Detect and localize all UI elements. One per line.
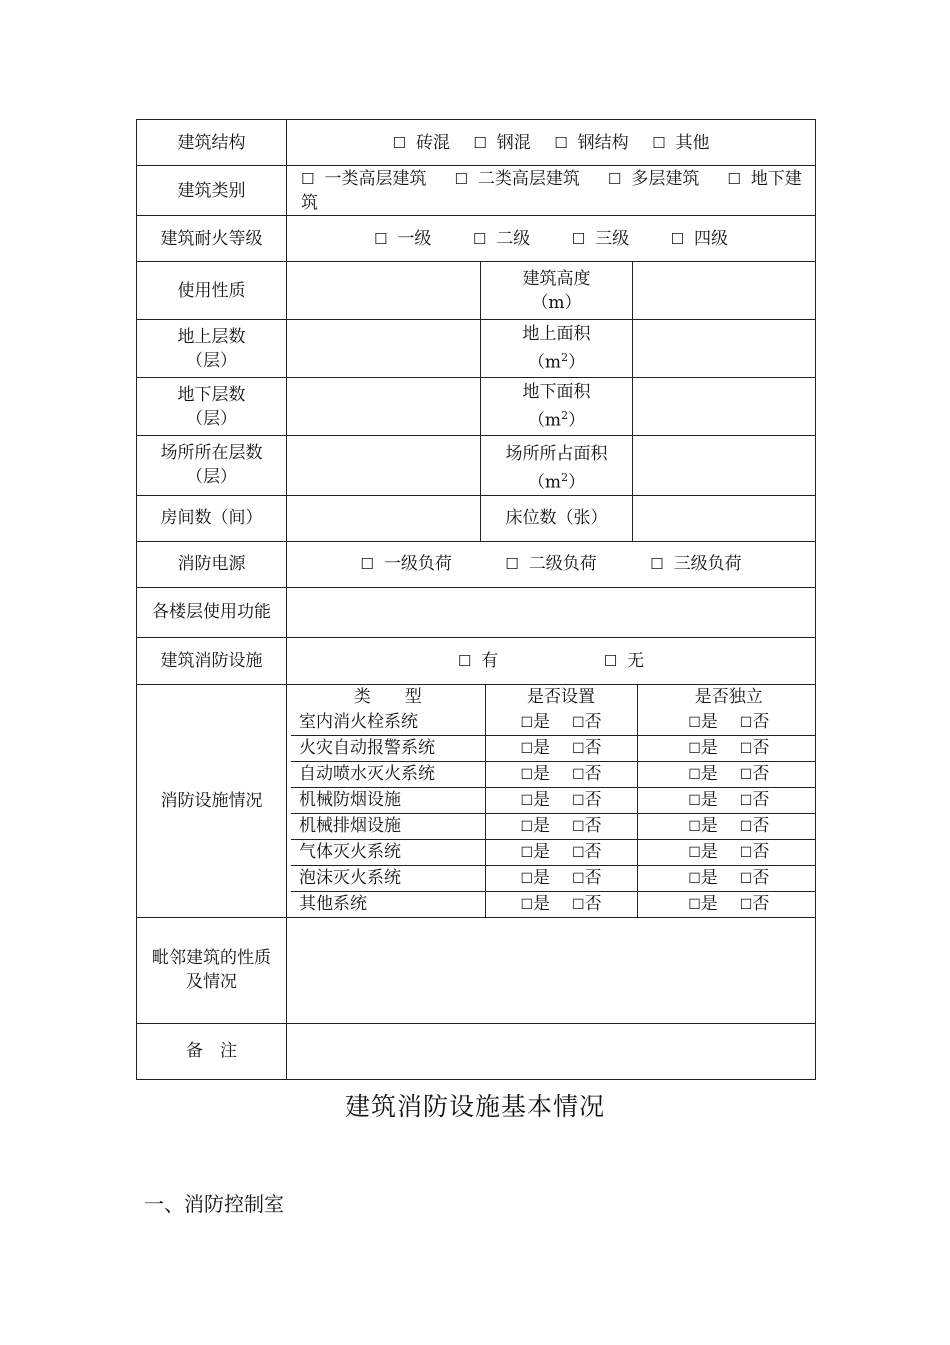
checkbox-icon[interactable]: ☐ [572, 870, 585, 887]
fire-rating-options [287, 216, 816, 262]
below-area-label-text: 地下面积 [522, 382, 591, 403]
system-name: 火灾自动报警系统 [291, 735, 485, 761]
structure-option[interactable] [392, 131, 449, 155]
no-option[interactable] [740, 790, 770, 810]
category-option[interactable] [608, 169, 699, 189]
checkbox-icon[interactable]: ☐ [571, 229, 586, 248]
structure-option-label: 钢混 [496, 132, 531, 153]
section-heading: 一、消防控制室 [144, 1192, 284, 1216]
unit-superscript: 2 [561, 409, 569, 423]
no-label: 否 [752, 893, 770, 914]
below-area-unit [485, 404, 628, 433]
above-floors-label [137, 320, 287, 378]
checkbox-icon[interactable]: ☐ [520, 870, 533, 887]
power-option-label: 二级负荷 [528, 554, 597, 575]
no-label: 否 [584, 893, 602, 914]
fire-rating-option-label: 一级 [397, 228, 432, 249]
system-name: 自动喷水灭火系统 [291, 761, 485, 787]
checkbox-icon[interactable]: ☐ [739, 714, 753, 731]
checkbox-icon[interactable]: ☐ [688, 818, 701, 835]
facility-system-rows [291, 710, 816, 917]
venue-area-value[interactable] [633, 436, 816, 496]
checkbox-icon[interactable]: ☐ [373, 229, 388, 248]
venue-floor-label [137, 436, 287, 496]
rooms-value[interactable] [287, 495, 481, 541]
structure-option-label: 其他 [675, 132, 710, 153]
beds-label: 床位数（张） [481, 495, 633, 541]
no-option[interactable] [572, 868, 602, 888]
above-floors-label-text: 地上层数 [177, 326, 246, 347]
yes-label: 是 [700, 763, 718, 784]
above-area-label [481, 320, 633, 378]
no-option[interactable] [572, 764, 602, 784]
yes-option[interactable] [520, 738, 550, 758]
building-info-form [136, 119, 816, 1080]
no-option[interactable] [572, 842, 602, 862]
beds-value[interactable] [633, 495, 816, 541]
yes-option[interactable] [688, 842, 718, 862]
above-area-unit [485, 346, 628, 375]
independent-choice [637, 735, 816, 761]
remarks-value[interactable] [287, 1023, 816, 1079]
no-label: 否 [584, 815, 602, 836]
checkbox-icon[interactable]: ☐ [472, 229, 487, 248]
checkbox-icon[interactable]: ☐ [670, 229, 685, 248]
yes-option[interactable] [520, 764, 550, 784]
facilities-option[interactable] [458, 649, 498, 673]
no-label: 否 [584, 763, 602, 784]
checkbox-icon[interactable]: ☐ [652, 133, 666, 152]
unit-prefix: （m [527, 472, 562, 493]
no-label: 否 [752, 711, 770, 732]
checkbox-icon[interactable]: ☐ [688, 896, 701, 913]
checkbox-icon[interactable]: ☐ [520, 896, 533, 913]
structure-option[interactable] [652, 131, 709, 155]
checkbox-icon[interactable]: ☐ [603, 651, 618, 670]
installed-choice [485, 839, 637, 865]
checkbox-icon[interactable]: ☐ [739, 818, 753, 835]
checkbox-icon[interactable]: ☐ [572, 740, 585, 757]
facilities-option-label: 无 [627, 650, 645, 671]
system-name: 气体灭火系统 [291, 839, 485, 865]
fire-rating-option[interactable] [572, 227, 629, 251]
checkbox-icon[interactable]: ☐ [650, 555, 664, 574]
usage-label: 使用性质 [137, 262, 287, 320]
below-area-label [481, 378, 633, 436]
no-option[interactable] [740, 764, 770, 784]
structure-options [287, 120, 816, 166]
above-floors-value[interactable] [287, 320, 481, 378]
venue-floor-label-text: 场所所在层数 [160, 443, 263, 464]
fire-rating-option-label: 四级 [694, 228, 729, 249]
floor-functions-value[interactable] [287, 587, 816, 637]
facilities-option-label: 有 [481, 650, 499, 671]
venue-area-unit [485, 466, 628, 495]
system-name: 室内消火栓系统 [291, 710, 485, 736]
checkbox-icon[interactable]: ☐ [572, 766, 585, 783]
below-floors-value[interactable] [287, 378, 481, 436]
unit-prefix: （m [527, 352, 562, 373]
installed-choice [485, 865, 637, 891]
checkbox-icon[interactable]: ☐ [572, 844, 585, 861]
checkbox-icon[interactable]: ☐ [554, 133, 568, 152]
facility-system-row [291, 813, 816, 839]
yes-option[interactable] [688, 816, 718, 836]
category-option-label: 一类高层建筑 [324, 168, 427, 189]
yes-option[interactable] [688, 790, 718, 810]
facility-status-label: 消防设施情况 [137, 684, 287, 917]
checkbox-icon[interactable]: ☐ [520, 766, 533, 783]
no-option[interactable] [572, 816, 602, 836]
facilities-option[interactable] [604, 649, 644, 673]
yes-label: 是 [533, 815, 550, 836]
facilities-options [287, 637, 816, 684]
no-option[interactable] [740, 842, 770, 862]
checkbox-icon[interactable]: ☐ [572, 714, 585, 731]
facility-system-row [291, 761, 816, 787]
installed-choice [485, 761, 637, 787]
rooms-label: 房间数（间） [137, 495, 287, 541]
adjacent-label: 毗邻建筑的性质及情况 [137, 917, 287, 1023]
facility-system-row [291, 891, 816, 917]
floor-functions-label: 各楼层使用功能 [137, 587, 287, 637]
no-option[interactable] [740, 868, 770, 888]
independent-choice [637, 839, 816, 865]
no-option[interactable] [740, 894, 770, 914]
facility-header-row [291, 685, 816, 710]
below-floors-label [137, 378, 287, 436]
yes-option[interactable] [688, 894, 718, 914]
power-option[interactable] [650, 552, 741, 576]
fire-rating-option-label: 三级 [595, 228, 630, 249]
checkbox-icon[interactable]: ☐ [688, 792, 701, 809]
yes-option[interactable] [520, 894, 550, 914]
independent-choice [637, 865, 816, 891]
yes-label: 是 [700, 815, 718, 836]
unit-suffix: ） [568, 352, 586, 373]
facility-system-row [291, 735, 816, 761]
unit-suffix: ） [568, 410, 586, 431]
independent-choice [637, 813, 816, 839]
checkbox-icon[interactable]: ☐ [520, 714, 533, 731]
checkbox-icon[interactable]: ☐ [520, 792, 533, 809]
independent-choice [637, 761, 816, 787]
checkbox-icon[interactable]: ☐ [739, 896, 753, 913]
checkbox-icon[interactable]: ☐ [572, 818, 585, 835]
fire-rating-option-label: 二级 [496, 228, 531, 249]
yes-option[interactable] [520, 842, 550, 862]
power-option-label: 一级负荷 [383, 554, 452, 575]
venue-area-label [481, 436, 633, 496]
no-label: 否 [752, 789, 770, 810]
system-name: 泡沫灭火系统 [291, 865, 485, 891]
adjacent-value[interactable] [287, 917, 816, 1023]
no-label: 否 [584, 711, 602, 732]
unit-superscript: 2 [561, 351, 569, 365]
height-value[interactable] [633, 262, 816, 320]
yes-label: 是 [533, 789, 550, 810]
no-option[interactable] [572, 712, 602, 732]
structure-option-label: 钢结构 [577, 132, 629, 153]
checkbox-icon[interactable]: ☐ [739, 844, 753, 861]
category-option[interactable] [301, 169, 426, 189]
venue-floor-value[interactable] [287, 436, 481, 496]
facility-system-row [291, 839, 816, 865]
yes-label: 是 [533, 763, 550, 784]
no-label: 否 [752, 867, 770, 888]
yes-option[interactable] [520, 868, 550, 888]
installed-choice [485, 891, 637, 917]
checkbox-icon[interactable]: ☐ [457, 651, 472, 670]
structure-option[interactable] [473, 131, 530, 155]
yes-option[interactable] [688, 738, 718, 758]
checkbox-icon[interactable]: ☐ [607, 169, 622, 188]
checkbox-icon[interactable]: ☐ [739, 792, 753, 809]
power-options [287, 541, 816, 587]
structure-label: 建筑结构 [137, 120, 287, 166]
below-floors-label-text: 地下层数 [177, 384, 246, 405]
independent-choice [637, 891, 816, 917]
header-type: 类 型 [291, 685, 485, 710]
unit-prefix: （m [527, 410, 562, 431]
unit-superscript: 2 [561, 471, 569, 484]
checkbox-icon[interactable]: ☐ [454, 169, 468, 188]
checkbox-icon[interactable]: ☐ [572, 896, 585, 913]
above-area-value[interactable] [633, 320, 816, 378]
below-floors-unit: （层） [186, 408, 237, 429]
header-independent: 是否独立 [694, 687, 763, 708]
structure-option-label: 砖混 [415, 132, 450, 153]
facilities-label: 建筑消防设施 [137, 637, 287, 684]
no-label: 否 [584, 841, 602, 862]
fire-rating-option[interactable] [374, 227, 431, 251]
category-label: 建筑类别 [137, 166, 287, 216]
remarks-label: 备 注 [137, 1023, 287, 1079]
yes-option[interactable] [688, 868, 718, 888]
yes-label: 是 [700, 841, 718, 862]
installed-choice [485, 787, 637, 813]
checkbox-icon[interactable]: ☐ [520, 740, 533, 757]
page-title: 建筑消防设施基本情况 [344, 1092, 605, 1121]
header-installed: 是否设置 [485, 685, 637, 710]
no-option[interactable] [740, 816, 770, 836]
checkbox-icon[interactable]: ☐ [739, 740, 753, 757]
power-option[interactable] [505, 552, 596, 576]
checkbox-icon[interactable]: ☐ [688, 714, 701, 731]
structure-option[interactable] [554, 131, 628, 155]
category-option-label: 地下建筑 [301, 168, 802, 213]
installed-choice [485, 735, 637, 761]
unit-suffix: ） [568, 472, 586, 493]
yes-option[interactable] [520, 790, 550, 810]
height-label-text: 建筑高度 [522, 268, 591, 289]
yes-option[interactable] [688, 712, 718, 732]
yes-option[interactable] [520, 816, 550, 836]
no-label: 否 [584, 789, 602, 810]
checkbox-icon[interactable]: ☐ [739, 870, 753, 887]
category-option-label: 多层建筑 [631, 168, 700, 189]
below-area-value[interactable] [633, 378, 816, 436]
checkbox-icon[interactable]: ☐ [520, 844, 533, 861]
fire-rating-label: 建筑耐火等级 [137, 216, 287, 262]
installed-choice [485, 813, 637, 839]
facility-system-row [291, 865, 816, 891]
no-option[interactable] [740, 738, 770, 758]
checkbox-icon[interactable]: ☐ [572, 792, 585, 809]
no-label: 否 [584, 867, 602, 888]
venue-floor-unit: （层） [186, 467, 237, 488]
category-options [287, 166, 816, 216]
no-label: 否 [584, 737, 602, 758]
no-option[interactable] [572, 790, 602, 810]
checkbox-icon[interactable]: ☐ [520, 818, 533, 835]
yes-label: 是 [533, 867, 550, 888]
yes-label: 是 [533, 893, 550, 914]
checkbox-icon[interactable]: ☐ [473, 133, 487, 152]
height-label [481, 262, 633, 320]
yes-label: 是 [700, 789, 718, 810]
facility-system-row [291, 787, 816, 813]
installed-choice [485, 710, 637, 736]
fire-rating-option[interactable] [671, 227, 728, 251]
checkbox-icon[interactable]: ☐ [505, 555, 519, 574]
yes-label: 是 [700, 737, 718, 758]
checkbox-icon[interactable]: ☐ [360, 555, 374, 574]
system-name: 机械防烟设施 [291, 787, 485, 813]
above-floors-unit: （层） [186, 350, 237, 371]
no-label: 否 [752, 841, 770, 862]
checkbox-icon[interactable]: ☐ [739, 766, 753, 783]
power-option-label: 三级负荷 [673, 554, 742, 575]
facility-system-row [291, 710, 816, 736]
system-name: 机械排烟设施 [291, 813, 485, 839]
facility-status-table-cell [287, 684, 816, 917]
checkbox-icon[interactable]: ☐ [727, 169, 741, 188]
yes-label: 是 [533, 841, 550, 862]
above-area-label-text: 地上面积 [522, 324, 591, 345]
fire-rating-option[interactable] [473, 227, 530, 251]
facility-status-table [291, 685, 816, 917]
usage-value[interactable] [287, 262, 481, 320]
yes-label: 是 [700, 711, 718, 732]
power-option[interactable] [360, 552, 451, 576]
system-name: 其他系统 [291, 891, 485, 917]
independent-choice [637, 787, 816, 813]
yes-option[interactable] [688, 764, 718, 784]
no-option[interactable] [572, 738, 602, 758]
category-option[interactable] [454, 169, 579, 189]
checkbox-icon[interactable]: ☐ [688, 740, 701, 757]
no-option[interactable] [572, 894, 602, 914]
yes-option[interactable] [520, 712, 550, 732]
power-label: 消防电源 [137, 541, 287, 587]
no-label: 否 [752, 763, 770, 784]
height-unit: （m） [531, 292, 582, 313]
checkbox-icon[interactable]: ☐ [688, 766, 701, 783]
yes-label: 是 [533, 711, 550, 732]
no-option[interactable] [740, 712, 770, 732]
checkbox-icon[interactable]: ☐ [688, 844, 701, 861]
yes-label: 是 [533, 737, 550, 758]
checkbox-icon[interactable]: ☐ [301, 169, 315, 188]
no-label: 否 [752, 815, 770, 836]
checkbox-icon[interactable]: ☐ [688, 870, 701, 887]
yes-label: 是 [700, 867, 718, 888]
independent-choice [637, 710, 816, 736]
yes-label: 是 [700, 893, 718, 914]
no-label: 否 [752, 737, 770, 758]
checkbox-icon[interactable]: ☐ [392, 133, 406, 152]
venue-area-label-text: 场所所占面积 [505, 444, 608, 464]
category-option-label: 二类高层建筑 [477, 168, 580, 189]
